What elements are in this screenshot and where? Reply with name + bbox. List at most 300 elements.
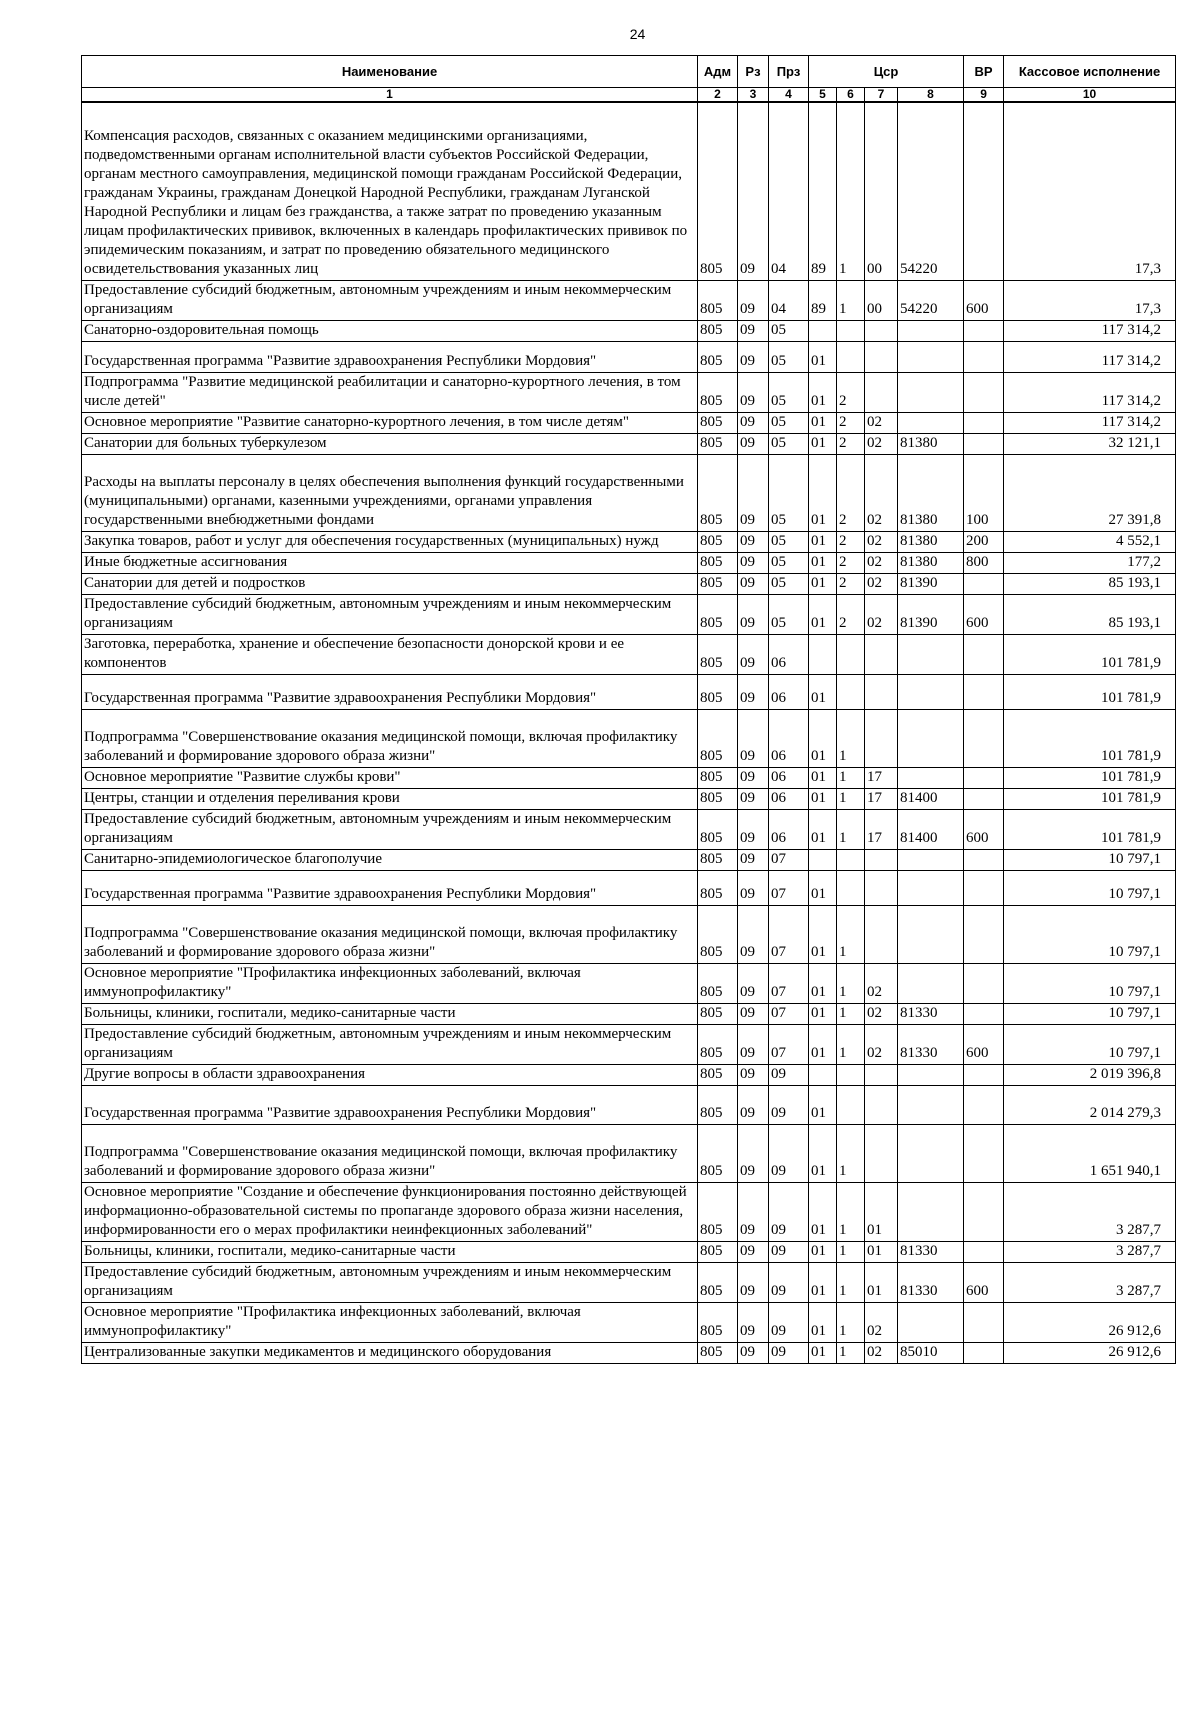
header-amount: Кассовое исполнение [1004, 56, 1176, 88]
row-vr: 600 [964, 1263, 1004, 1303]
row-amount: 2 019 396,8 [1004, 1065, 1176, 1086]
row-name: Предоставление субсидий бюджетным, автономным учреждениям и иным некоммерческим организациям [82, 1263, 698, 1303]
row-name: Компенсация расходов, связанных с оказанием медицинскими организациями, подведомственными органам исполнительной власти субъектов Российской Федерации, органам местного самоуправления, медицинской помощи гражданам Российской Федерации, гражданам Украины, гражданам Донецкой Народной Республики, гражданам Луганской Народной Республики и лицам без гражданства, а также затрат по проведению указанным лицам профилактических прививок, включенных в календарь профилактических прививок по эпидемическим показаниям, и затрат по проведению обязательного медицинского освидетельствования указанных лиц [82, 102, 698, 281]
row-amount: 117 314,2 [1004, 321, 1176, 342]
row-csr-8: 81380 [898, 553, 964, 574]
row-csr-5 [809, 321, 837, 342]
row-adm: 805 [698, 810, 738, 850]
table-row [82, 532, 1176, 553]
row-name: Расходы на выплаты персоналу в целях обеспечения выполнения функций государственными (муниципальными) органами, казенными учреждениями, органами управления государственными внебюджетными фондами [82, 455, 698, 532]
row-prz: 06 [769, 675, 809, 710]
row-rz: 09 [738, 850, 769, 871]
row-csr-6 [837, 850, 865, 871]
row-csr-8 [898, 373, 964, 413]
table-row [82, 434, 1176, 455]
table-row [82, 102, 1176, 281]
column-number: 10 [1004, 88, 1176, 103]
table-row [82, 553, 1176, 574]
header-prz: Прз [769, 56, 809, 88]
row-name: Подпрограмма "Совершенствование оказания медицинской помощи, включая профилактику заболеваний и формирование здорового образа жизни" [82, 710, 698, 768]
row-prz: 05 [769, 455, 809, 532]
row-csr-7: 17 [865, 810, 898, 850]
row-csr-8 [898, 413, 964, 434]
row-csr-5: 01 [809, 553, 837, 574]
row-adm: 805 [698, 1004, 738, 1025]
row-amount: 2 014 279,3 [1004, 1086, 1176, 1125]
table-row [82, 1303, 1176, 1343]
row-amount: 101 781,9 [1004, 768, 1176, 789]
row-amount: 10 797,1 [1004, 1025, 1176, 1065]
row-name: Заготовка, переработка, хранение и обеспечение безопасности донорской крови и ее компонентов [82, 635, 698, 675]
row-name: Санитарно-эпидемиологическое благополучие [82, 850, 698, 871]
row-csr-7: 02 [865, 455, 898, 532]
row-adm: 805 [698, 906, 738, 964]
row-amount: 26 912,6 [1004, 1303, 1176, 1343]
row-rz: 09 [738, 373, 769, 413]
row-rz: 09 [738, 1125, 769, 1183]
column-number-row [82, 88, 1176, 103]
row-name: Государственная программа "Развитие здравоохранения Республики Мордовия" [82, 1086, 698, 1125]
row-name: Государственная программа "Развитие здравоохранения Республики Мордовия" [82, 871, 698, 906]
row-csr-8 [898, 321, 964, 342]
row-adm: 805 [698, 675, 738, 710]
row-vr [964, 768, 1004, 789]
row-name: Централизованные закупки медикаментов и медицинского оборудования [82, 1343, 698, 1364]
row-csr-8 [898, 675, 964, 710]
row-rz: 09 [738, 342, 769, 373]
row-name: Государственная программа "Развитие здравоохранения Республики Мордовия" [82, 342, 698, 373]
row-csr-7: 01 [865, 1242, 898, 1263]
table-row [82, 595, 1176, 635]
table-row [82, 871, 1176, 906]
row-csr-7 [865, 675, 898, 710]
row-prz: 05 [769, 321, 809, 342]
row-csr-7 [865, 906, 898, 964]
column-number: 8 [898, 88, 964, 103]
budget-table-container [81, 55, 1175, 1364]
row-csr-6: 1 [837, 768, 865, 789]
row-rz: 09 [738, 964, 769, 1004]
row-adm: 805 [698, 1025, 738, 1065]
row-csr-8: 85010 [898, 1343, 964, 1364]
row-vr [964, 1086, 1004, 1125]
row-csr-7: 01 [865, 1263, 898, 1303]
row-csr-6: 2 [837, 434, 865, 455]
row-csr-5: 01 [809, 413, 837, 434]
row-prz: 07 [769, 906, 809, 964]
column-number: 5 [809, 88, 837, 103]
row-csr-7 [865, 1065, 898, 1086]
row-csr-5: 01 [809, 789, 837, 810]
row-csr-7 [865, 1086, 898, 1125]
row-csr-8 [898, 964, 964, 1004]
row-csr-7 [865, 321, 898, 342]
row-rz: 09 [738, 413, 769, 434]
row-rz: 09 [738, 434, 769, 455]
row-csr-6: 1 [837, 1343, 865, 1364]
row-vr [964, 789, 1004, 810]
page-number: 24 [629, 26, 646, 42]
row-adm: 805 [698, 373, 738, 413]
row-csr-8: 81330 [898, 1004, 964, 1025]
row-prz: 05 [769, 553, 809, 574]
row-adm: 805 [698, 553, 738, 574]
row-name: Предоставление субсидий бюджетным, автономным учреждениям и иным некоммерческим организациям [82, 595, 698, 635]
row-csr-8: 81330 [898, 1263, 964, 1303]
row-vr: 600 [964, 1025, 1004, 1065]
row-vr [964, 675, 1004, 710]
row-csr-7: 02 [865, 553, 898, 574]
row-csr-8: 54220 [898, 102, 964, 281]
row-csr-8: 81330 [898, 1242, 964, 1263]
row-csr-5 [809, 635, 837, 675]
column-number: 3 [738, 88, 769, 103]
column-number: 9 [964, 88, 1004, 103]
row-prz: 07 [769, 871, 809, 906]
row-csr-6: 1 [837, 1183, 865, 1242]
row-vr [964, 321, 1004, 342]
row-adm: 805 [698, 1303, 738, 1343]
row-amount: 177,2 [1004, 553, 1176, 574]
row-vr [964, 1125, 1004, 1183]
row-csr-5: 01 [809, 1183, 837, 1242]
row-csr-6 [837, 1086, 865, 1125]
row-adm: 805 [698, 532, 738, 553]
row-csr-7: 02 [865, 1004, 898, 1025]
row-rz: 09 [738, 675, 769, 710]
row-csr-6: 1 [837, 906, 865, 964]
row-csr-6: 1 [837, 964, 865, 1004]
row-name: Предоставление субсидий бюджетным, автономным учреждениям и иным некоммерческим организациям [82, 810, 698, 850]
table-row [82, 1086, 1176, 1125]
row-csr-5: 01 [809, 1343, 837, 1364]
row-vr [964, 850, 1004, 871]
row-adm: 805 [698, 850, 738, 871]
row-name: Санатории для детей и подростков [82, 574, 698, 595]
row-csr-8 [898, 1183, 964, 1242]
row-vr [964, 373, 1004, 413]
row-rz: 09 [738, 789, 769, 810]
row-csr-6: 1 [837, 789, 865, 810]
row-amount: 85 193,1 [1004, 595, 1176, 635]
row-csr-6 [837, 871, 865, 906]
row-adm: 805 [698, 710, 738, 768]
row-rz: 09 [738, 871, 769, 906]
row-csr-5: 01 [809, 595, 837, 635]
row-rz: 09 [738, 574, 769, 595]
row-vr [964, 434, 1004, 455]
row-vr [964, 342, 1004, 373]
row-csr-5: 89 [809, 102, 837, 281]
row-vr: 200 [964, 532, 1004, 553]
row-amount: 101 781,9 [1004, 710, 1176, 768]
row-csr-7 [865, 342, 898, 373]
row-adm: 805 [698, 1086, 738, 1125]
row-rz: 09 [738, 710, 769, 768]
table-row [82, 810, 1176, 850]
row-csr-7: 00 [865, 281, 898, 321]
row-amount: 101 781,9 [1004, 810, 1176, 850]
row-adm: 805 [698, 1263, 738, 1303]
header-adm: Адм [698, 56, 738, 88]
row-vr: 600 [964, 595, 1004, 635]
table-row [82, 574, 1176, 595]
row-prz: 09 [769, 1303, 809, 1343]
table-row [82, 373, 1176, 413]
table-row [82, 906, 1176, 964]
row-prz: 09 [769, 1065, 809, 1086]
row-rz: 09 [738, 553, 769, 574]
table-row [82, 413, 1176, 434]
row-rz: 09 [738, 595, 769, 635]
row-adm: 805 [698, 455, 738, 532]
row-csr-8 [898, 1125, 964, 1183]
row-csr-8 [898, 710, 964, 768]
row-csr-7: 17 [865, 789, 898, 810]
row-rz: 09 [738, 281, 769, 321]
column-number: 2 [698, 88, 738, 103]
row-prz: 07 [769, 1004, 809, 1025]
header-name: Наименование [82, 56, 698, 88]
row-csr-6: 1 [837, 102, 865, 281]
row-rz: 09 [738, 102, 769, 281]
row-csr-7 [865, 850, 898, 871]
row-name: Больницы, клиники, госпитали, медико-санитарные части [82, 1004, 698, 1025]
row-csr-5: 01 [809, 1263, 837, 1303]
row-vr [964, 574, 1004, 595]
row-amount: 10 797,1 [1004, 850, 1176, 871]
row-csr-7: 02 [865, 1343, 898, 1364]
row-csr-5: 01 [809, 1004, 837, 1025]
row-csr-8: 81400 [898, 810, 964, 850]
row-prz: 09 [769, 1125, 809, 1183]
row-name: Больницы, клиники, госпитали, медико-санитарные части [82, 1242, 698, 1263]
row-csr-5: 01 [809, 342, 837, 373]
row-csr-5: 01 [809, 675, 837, 710]
table-row [82, 1242, 1176, 1263]
row-prz: 06 [769, 710, 809, 768]
row-amount: 26 912,6 [1004, 1343, 1176, 1364]
table-row [82, 321, 1176, 342]
row-adm: 805 [698, 102, 738, 281]
row-vr: 800 [964, 553, 1004, 574]
row-csr-6 [837, 1065, 865, 1086]
row-csr-6: 1 [837, 281, 865, 321]
row-amount: 4 552,1 [1004, 532, 1176, 553]
row-csr-5: 01 [809, 871, 837, 906]
row-adm: 805 [698, 342, 738, 373]
table-row [82, 635, 1176, 675]
row-adm: 805 [698, 1065, 738, 1086]
row-prz: 09 [769, 1263, 809, 1303]
row-adm: 805 [698, 1343, 738, 1364]
row-csr-8 [898, 906, 964, 964]
row-prz: 06 [769, 810, 809, 850]
row-name: Подпрограмма "Совершенствование оказания медицинской помощи, включая профилактику заболеваний и формирование здорового образа жизни" [82, 906, 698, 964]
row-csr-8 [898, 871, 964, 906]
row-amount: 101 781,9 [1004, 789, 1176, 810]
row-amount: 117 314,2 [1004, 373, 1176, 413]
row-csr-8 [898, 1065, 964, 1086]
row-rz: 09 [738, 1086, 769, 1125]
row-name: Основное мероприятие "Профилактика инфекционных заболеваний, включая иммунопрофилактику" [82, 1303, 698, 1343]
row-adm: 805 [698, 871, 738, 906]
row-csr-5: 01 [809, 810, 837, 850]
row-prz: 07 [769, 1025, 809, 1065]
table-row [82, 281, 1176, 321]
row-name: Другие вопросы в области здравоохранения [82, 1065, 698, 1086]
row-amount: 117 314,2 [1004, 342, 1176, 373]
row-prz: 09 [769, 1086, 809, 1125]
row-csr-7: 02 [865, 1025, 898, 1065]
row-csr-6: 1 [837, 1125, 865, 1183]
row-vr [964, 1065, 1004, 1086]
row-amount: 1 651 940,1 [1004, 1125, 1176, 1183]
row-vr [964, 906, 1004, 964]
row-csr-5: 01 [809, 373, 837, 413]
row-csr-5: 01 [809, 532, 837, 553]
row-amount: 10 797,1 [1004, 964, 1176, 1004]
row-amount: 32 121,1 [1004, 434, 1176, 455]
row-vr: 600 [964, 810, 1004, 850]
row-csr-5 [809, 850, 837, 871]
row-csr-6 [837, 342, 865, 373]
row-amount: 10 797,1 [1004, 871, 1176, 906]
column-number: 7 [865, 88, 898, 103]
row-vr [964, 871, 1004, 906]
row-rz: 09 [738, 455, 769, 532]
row-csr-8: 81380 [898, 434, 964, 455]
row-csr-6: 1 [837, 1004, 865, 1025]
row-csr-8 [898, 1303, 964, 1343]
row-csr-6: 1 [837, 1025, 865, 1065]
table-row [82, 1004, 1176, 1025]
row-csr-5: 01 [809, 768, 837, 789]
row-csr-8: 81400 [898, 789, 964, 810]
row-name: Иные бюджетные ассигнования [82, 553, 698, 574]
row-rz: 09 [738, 1065, 769, 1086]
table-row [82, 1343, 1176, 1364]
row-csr-6 [837, 321, 865, 342]
row-rz: 09 [738, 532, 769, 553]
row-csr-8 [898, 1086, 964, 1125]
row-csr-6: 1 [837, 810, 865, 850]
row-adm: 805 [698, 789, 738, 810]
row-csr-7 [865, 635, 898, 675]
row-rz: 09 [738, 906, 769, 964]
row-csr-8 [898, 768, 964, 789]
row-csr-7 [865, 1125, 898, 1183]
row-csr-6 [837, 635, 865, 675]
row-name: Санаторно-оздоровительная помощь [82, 321, 698, 342]
row-adm: 805 [698, 434, 738, 455]
row-csr-6: 2 [837, 413, 865, 434]
row-csr-5: 01 [809, 455, 837, 532]
row-name: Санатории для больных туберкулезом [82, 434, 698, 455]
row-vr [964, 413, 1004, 434]
table-row [82, 710, 1176, 768]
row-amount: 117 314,2 [1004, 413, 1176, 434]
row-prz: 05 [769, 413, 809, 434]
row-csr-8 [898, 342, 964, 373]
column-number: 6 [837, 88, 865, 103]
row-csr-6: 2 [837, 553, 865, 574]
column-number: 1 [82, 88, 698, 103]
row-csr-5: 01 [809, 574, 837, 595]
row-rz: 09 [738, 635, 769, 675]
table-row [82, 964, 1176, 1004]
row-rz: 09 [738, 768, 769, 789]
row-csr-5 [809, 1065, 837, 1086]
table-row [82, 789, 1176, 810]
row-csr-7 [865, 710, 898, 768]
header-vr: ВР [964, 56, 1004, 88]
table-row [82, 1025, 1176, 1065]
row-csr-5: 01 [809, 1125, 837, 1183]
row-vr [964, 1183, 1004, 1242]
row-name: Предоставление субсидий бюджетным, автономным учреждениям и иным некоммерческим организациям [82, 281, 698, 321]
row-csr-5: 01 [809, 964, 837, 1004]
row-csr-6: 1 [837, 1242, 865, 1263]
row-adm: 805 [698, 964, 738, 1004]
row-csr-8: 81330 [898, 1025, 964, 1065]
row-amount: 10 797,1 [1004, 1004, 1176, 1025]
row-rz: 09 [738, 1343, 769, 1364]
row-csr-6: 1 [837, 1263, 865, 1303]
row-csr-5: 01 [809, 710, 837, 768]
row-name: Государственная программа "Развитие здравоохранения Республики Мордовия" [82, 675, 698, 710]
row-amount: 101 781,9 [1004, 635, 1176, 675]
row-adm: 805 [698, 281, 738, 321]
row-amount: 3 287,7 [1004, 1242, 1176, 1263]
row-adm: 805 [698, 413, 738, 434]
row-csr-5: 01 [809, 434, 837, 455]
row-csr-6: 1 [837, 710, 865, 768]
row-amount: 85 193,1 [1004, 574, 1176, 595]
row-vr: 600 [964, 281, 1004, 321]
row-csr-7: 02 [865, 532, 898, 553]
header-csr: Цср [809, 56, 964, 88]
row-adm: 805 [698, 635, 738, 675]
row-csr-6: 2 [837, 373, 865, 413]
row-csr-8 [898, 635, 964, 675]
row-name: Подпрограмма "Совершенствование оказания медицинской помощи, включая профилактику заболеваний и формирование здорового образа жизни" [82, 1125, 698, 1183]
table-row [82, 675, 1176, 710]
row-prz: 05 [769, 532, 809, 553]
row-vr [964, 1343, 1004, 1364]
row-prz: 05 [769, 574, 809, 595]
row-name: Центры, станции и отделения переливания крови [82, 789, 698, 810]
row-csr-6: 1 [837, 1303, 865, 1343]
row-csr-6: 2 [837, 532, 865, 553]
row-name: Основное мероприятие "Развитие службы крови" [82, 768, 698, 789]
row-prz: 05 [769, 595, 809, 635]
row-prz: 05 [769, 373, 809, 413]
row-prz: 06 [769, 635, 809, 675]
row-vr [964, 1242, 1004, 1263]
row-rz: 09 [738, 810, 769, 850]
table-row [82, 768, 1176, 789]
row-csr-8: 54220 [898, 281, 964, 321]
row-amount: 27 391,8 [1004, 455, 1176, 532]
row-csr-6: 2 [837, 455, 865, 532]
row-vr [964, 1004, 1004, 1025]
row-csr-5: 01 [809, 1086, 837, 1125]
table-row [82, 1125, 1176, 1183]
row-name: Основное мероприятие "Развитие санаторно-курортного лечения, в том числе детям" [82, 413, 698, 434]
row-amount: 101 781,9 [1004, 675, 1176, 710]
row-csr-8 [898, 850, 964, 871]
